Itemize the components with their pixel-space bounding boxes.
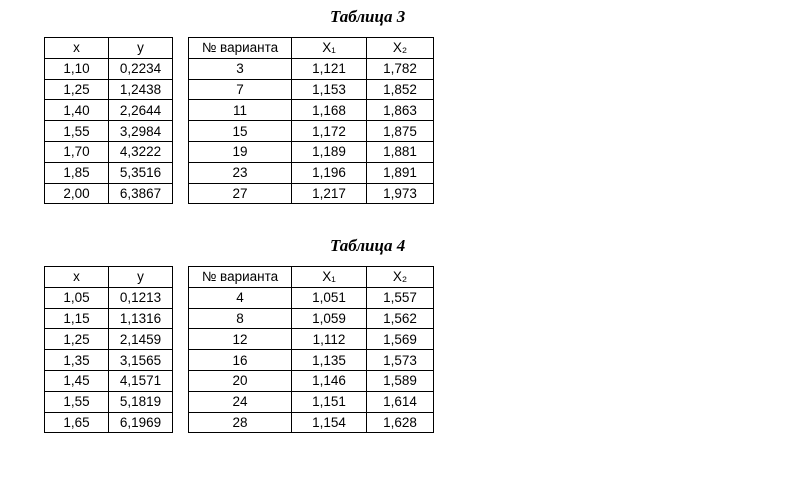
- table-cell: 1,70: [45, 141, 109, 162]
- table-cell: 3,2984: [109, 121, 173, 142]
- table-cell: 1,051: [292, 287, 367, 308]
- table-cell: 1,55: [45, 121, 109, 142]
- table-cell: 3: [189, 58, 292, 79]
- table-cell: 1,1316: [109, 308, 173, 329]
- table-cell: 20: [189, 370, 292, 391]
- table-cell: 2,2644: [109, 100, 173, 121]
- table-cell: 1,562: [367, 308, 434, 329]
- table-3-title: Таблица 3: [330, 7, 406, 26]
- table-cell: 1,35: [45, 350, 109, 371]
- table-row: [189, 287, 434, 308]
- table-row: [45, 100, 173, 121]
- table-cell: 1,05: [45, 287, 109, 308]
- table-cell: 1,782: [367, 58, 434, 79]
- table-row: [45, 79, 173, 100]
- header-row: [189, 267, 434, 288]
- table-row: [189, 308, 434, 329]
- table-3-variants-body: [189, 38, 434, 204]
- table-cell: 6,3867: [109, 183, 173, 204]
- table-row: [45, 121, 173, 142]
- table-cell: 5,1819: [109, 391, 173, 412]
- table-row: [189, 79, 434, 100]
- table-row: [189, 370, 434, 391]
- table-cell: 1,172: [292, 121, 367, 142]
- table-cell: 1,153: [292, 79, 367, 100]
- table-row: [45, 370, 173, 391]
- table-cell: 1,45: [45, 370, 109, 391]
- table-cell: 0,1213: [109, 287, 173, 308]
- column-header: X₁: [292, 267, 367, 288]
- table-cell: 1,891: [367, 162, 434, 183]
- table-cell: 1,121: [292, 58, 367, 79]
- header-row: [189, 38, 434, 59]
- table-cell: 1,589: [367, 370, 434, 391]
- table-row: [45, 391, 173, 412]
- table-3-xy-body: [45, 38, 173, 204]
- table-cell: 1,10: [45, 58, 109, 79]
- table-row: [189, 350, 434, 371]
- table-row: [45, 58, 173, 79]
- table-cell: 15: [189, 121, 292, 142]
- column-header: X₂: [367, 267, 434, 288]
- table-cell: 4,3222: [109, 141, 173, 162]
- table-4-title: Таблица 4: [330, 236, 406, 255]
- table-cell: 2,1459: [109, 329, 173, 350]
- table-row: [189, 329, 434, 350]
- table-cell: 1,15: [45, 308, 109, 329]
- table-cell: 3,1565: [109, 350, 173, 371]
- table-row: [45, 412, 173, 433]
- table-cell: 1,65: [45, 412, 109, 433]
- table-cell: 6,1969: [109, 412, 173, 433]
- table-cell: 23: [189, 162, 292, 183]
- column-header: № варианта: [189, 38, 292, 59]
- table-4-xy-body: [45, 267, 173, 433]
- table-cell: 1,154: [292, 412, 367, 433]
- table-cell: 1,557: [367, 287, 434, 308]
- table-cell: 1,875: [367, 121, 434, 142]
- table-row: [189, 162, 434, 183]
- table-row: [189, 121, 434, 142]
- table-4-variants: [188, 266, 434, 433]
- column-header: X₁: [292, 38, 367, 59]
- table-row: [45, 183, 173, 204]
- table-cell: 1,25: [45, 79, 109, 100]
- table-cell: 8: [189, 308, 292, 329]
- column-header: x: [45, 38, 109, 59]
- table-cell: 1,614: [367, 391, 434, 412]
- table-cell: 1,151: [292, 391, 367, 412]
- table-row: [189, 183, 434, 204]
- table-3-xy: [44, 37, 173, 204]
- table-row: [45, 162, 173, 183]
- table-cell: 28: [189, 412, 292, 433]
- table-cell: 27: [189, 183, 292, 204]
- table-row: [189, 412, 434, 433]
- column-header: X₂: [367, 38, 434, 59]
- table-cell: 4,1571: [109, 370, 173, 391]
- table-cell: 1,85: [45, 162, 109, 183]
- table-cell: 1,863: [367, 100, 434, 121]
- table-cell: 5,3516: [109, 162, 173, 183]
- table-cell: 1,628: [367, 412, 434, 433]
- table-row: [45, 350, 173, 371]
- table-row: [189, 58, 434, 79]
- table-4-variants-body: [189, 267, 434, 433]
- table-cell: 1,55: [45, 391, 109, 412]
- table-cell: 1,146: [292, 370, 367, 391]
- table-row: [189, 391, 434, 412]
- table-cell: 1,059: [292, 308, 367, 329]
- table-row: [45, 329, 173, 350]
- table-row: [45, 141, 173, 162]
- table-row: [45, 308, 173, 329]
- table-cell: 1,189: [292, 141, 367, 162]
- table-row: [189, 100, 434, 121]
- table-cell: 19: [189, 141, 292, 162]
- table-cell: 1,569: [367, 329, 434, 350]
- column-header: x: [45, 267, 109, 288]
- table-cell: 1,2438: [109, 79, 173, 100]
- table-4-xy: [44, 266, 173, 433]
- table-3-variants: [188, 37, 434, 204]
- table-cell: 1,573: [367, 350, 434, 371]
- header-row: [45, 38, 173, 59]
- table-cell: 1,217: [292, 183, 367, 204]
- table-cell: 1,168: [292, 100, 367, 121]
- header-row: [45, 267, 173, 288]
- column-header: y: [109, 267, 173, 288]
- table-cell: 11: [189, 100, 292, 121]
- table-cell: 4: [189, 287, 292, 308]
- table-cell: 24: [189, 391, 292, 412]
- table-cell: 1,25: [45, 329, 109, 350]
- table-cell: 16: [189, 350, 292, 371]
- table-cell: 1,112: [292, 329, 367, 350]
- table-cell: 1,881: [367, 141, 434, 162]
- table-cell: 1,852: [367, 79, 434, 100]
- table-cell: 2,00: [45, 183, 109, 204]
- table-cell: 0,2234: [109, 58, 173, 79]
- table-cell: 1,40: [45, 100, 109, 121]
- table-cell: 1,196: [292, 162, 367, 183]
- column-header: y: [109, 38, 173, 59]
- column-header: № варианта: [189, 267, 292, 288]
- table-cell: 12: [189, 329, 292, 350]
- table-cell: 1,973: [367, 183, 434, 204]
- table-row: [45, 287, 173, 308]
- table-cell: 1,135: [292, 350, 367, 371]
- table-row: [189, 141, 434, 162]
- table-cell: 7: [189, 79, 292, 100]
